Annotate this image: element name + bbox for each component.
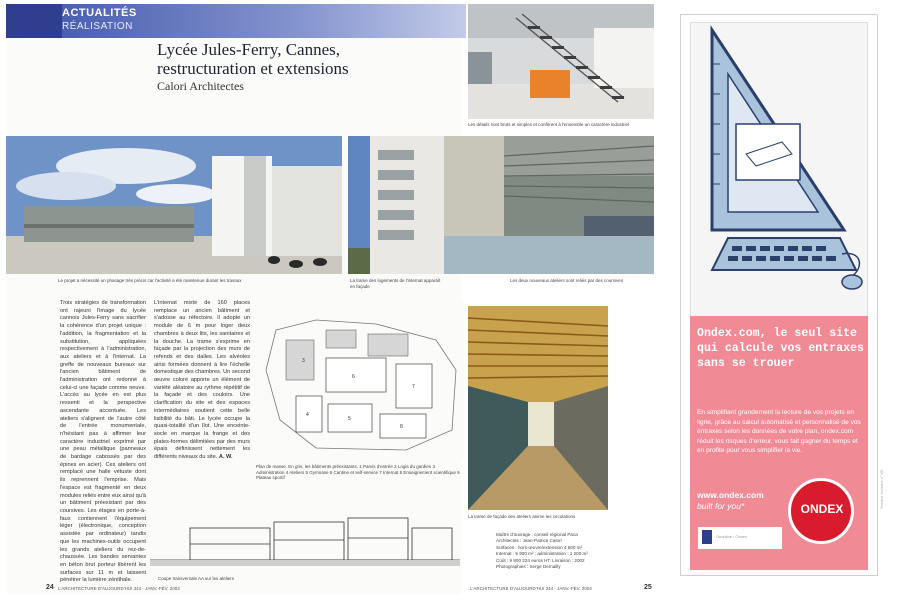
caption-section: Coupe transversale AA sur les ateliers xyxy=(158,576,235,581)
caption-phasing: Le projet a nécessité un phasage très précis car l'activité a été maintenue durant les travaux xyxy=(58,278,242,283)
section-drawing xyxy=(150,508,460,574)
page-number-right: 25 xyxy=(644,584,652,591)
footer-left: L'ARCHITECTURE D'AUJOURD'HUI 344 · JANV.-FÉV. 2003 xyxy=(58,586,180,591)
caption-corridor: La trame de façade des ateliers anime les circulations xyxy=(468,514,576,519)
ad-illustration-graphic xyxy=(692,24,866,314)
photo-corridor-graphic xyxy=(468,306,608,510)
svg-text:3: 3 xyxy=(302,358,305,364)
photo-workshops-graphic xyxy=(444,136,654,274)
article-title-line2: restructuration et extensions xyxy=(157,59,349,78)
section-sublabel: RÉALISATION xyxy=(62,21,133,32)
body-column-2 xyxy=(154,300,250,500)
svg-text:8: 8 xyxy=(400,424,403,430)
onduline-logo-icon xyxy=(702,530,712,544)
body-column-2-text: L'internat mixte de 160 places remplace un ancien bâtiment et s'adosse au réfectoire. Il adopte un module de 6 m pour loger deux chambres à deux lits, les sanitaires et la douche. La trame s'exprime en façade par la projection des murs de refends et des dalles. Les alvéoles ainsi formées donnent à lire l'échelle domestique des chambres. Un second œuvre coloré apporte un élément de variété aléatoire au rythme répétitif de la façade et des couloirs. Une clarification du site et des espaces intermédiaires soutient cette belle lisibilité du bâti. Le lycée occupe la quasi-totalité d'un îlot. Une enceinte-socle en marque la frange et des plates-formes délimitées par des murs épais définissent nettement les différents niveaux du site. xyxy=(154,300,250,461)
section-label: ACTUALITÉS xyxy=(62,7,137,19)
project-credits xyxy=(496,532,656,570)
caption-facade: La trame des logements de l'internat apparaît en façade xyxy=(350,278,441,289)
article-title xyxy=(157,40,457,78)
site-plan-drawing xyxy=(256,300,464,460)
caption-stairs: Les détails sont bruts et simples et confèrent à l'ensemble un caractère industriel xyxy=(468,122,629,127)
ondex-logo-text: ONDEX xyxy=(800,502,844,516)
section-bar xyxy=(6,4,62,38)
footer-right: L'ARCHITECTURE D'AUJOURD'HUI 344 · JANV.-FÉV. 2003 xyxy=(470,586,592,591)
photo-stairs xyxy=(468,4,654,119)
svg-text:5: 5 xyxy=(348,416,351,422)
credit-line: Maître d'ouvrage : conseil régional Paca xyxy=(496,532,578,537)
credit-line: Coût : 9 800 224 euros HT. Livraison : 2002 xyxy=(496,557,585,563)
svg-text:4: 4 xyxy=(306,412,309,418)
site-plan xyxy=(256,300,464,460)
article-signature: A. W. xyxy=(218,454,233,461)
page-number-left: 24 xyxy=(46,584,54,591)
photo-exterior xyxy=(6,136,342,274)
credit-line: Surfaces : hors-œuvre/extension 4 500 m² xyxy=(496,544,583,550)
ad-tagline: built for you* xyxy=(697,501,745,511)
article-title-line1: Lycée Jules-Ferry, Cannes, xyxy=(157,40,341,59)
caption-workshops: Les deux nouveaux ateliers sont reliés par des coursives xyxy=(510,278,624,283)
credit-line: Architectes : Jean-Patrice Calori xyxy=(496,538,562,544)
photo-corridor xyxy=(468,306,608,510)
photo-facade-graphic xyxy=(348,136,444,274)
body-column-1: Trois stratégies de transformation ont rajeuni l'image du lycée cannois Jules-Ferry sans sacrifier la cohérence d'un projet unique : l'addition, la fragmentation et la substitution, appliquées respectivement à l'administration, aux ateliers et à l'internat. La greffe de nouveaux bureaux sur l'ancien bâtiment de l'administration ont redonné à celui-ci une façade comme neuve. L'accès au lycée en est plus ressenti et la perspective ascendante accentuée. Les ateliers s'alignent de l'autre côté de l'entrée monumentale, n'hésitant pas à affirmer leur caractère industriel exprimé par une peau métallique (panneaux de bardage cabossés par des épines en acier). Ces ateliers ont remplacé une halle vétuste dont ils reprennent l'emprise. Mais l'espace est fragmenté en deux modules reliés entre eux ainsi qu'à un bâtiment préexistant par des coursives. Les étages en porte-à-faux contiennent l'équipement léger (électronique, conception assistée par ordinateur) tandis que les machines-outils occupent les grands ateliers du rez-de-chaussée. Les bandes servantes en béton brut porteur libèrent les surfaces sur 11 m et laissent pénétrer la lumière zénithale. xyxy=(60,300,146,584)
svg-text:6: 6 xyxy=(352,374,355,380)
photo-facade xyxy=(348,136,444,274)
ad-url-link[interactable]: www.ondex.com xyxy=(697,490,764,500)
article-architect: Calori Architectes xyxy=(157,79,244,93)
caption-plan: Plan de masse. En gris, les bâtiments préexistants. 1 Parvis d'entrée 2 Logis du gardien 3 Administration 4 Ateliers 5 Gymnase 6 Cantine et self-service 7 Internat 8 Enseignement scientifique 9 Plateau sportif xyxy=(256,464,460,480)
ad-side-text: Service lecteurs n° 85 xyxy=(879,470,884,509)
photo-stairs-graphic xyxy=(468,4,654,119)
credit-line: Internat : 5 900 m² ; administration : 1 200 m² xyxy=(496,551,588,557)
section-drawing-graphic xyxy=(150,508,460,574)
photo-workshops xyxy=(444,136,654,274)
ad-headline: Ondex.com, le seul site qui calcule vos entraxes sans se trouer xyxy=(697,327,864,370)
credit-line: Photographies : Serge Demailly xyxy=(496,564,561,570)
photo-exterior-graphic xyxy=(6,136,342,274)
ad-illustration xyxy=(692,24,866,314)
svg-text:7: 7 xyxy=(412,384,415,390)
ad-body: En simplifiant grandement la lecture de vos projets en ligne, grâce au calcul automatisé et personnalisé de vos entraxes selon les données de votre plan, ondex.com réduit les risques d'erreur, vous fait gagner du temps et en profite pour vous simplifier la vie. xyxy=(697,409,861,455)
ad-small-print: Onduline / Ondex xyxy=(716,534,748,539)
